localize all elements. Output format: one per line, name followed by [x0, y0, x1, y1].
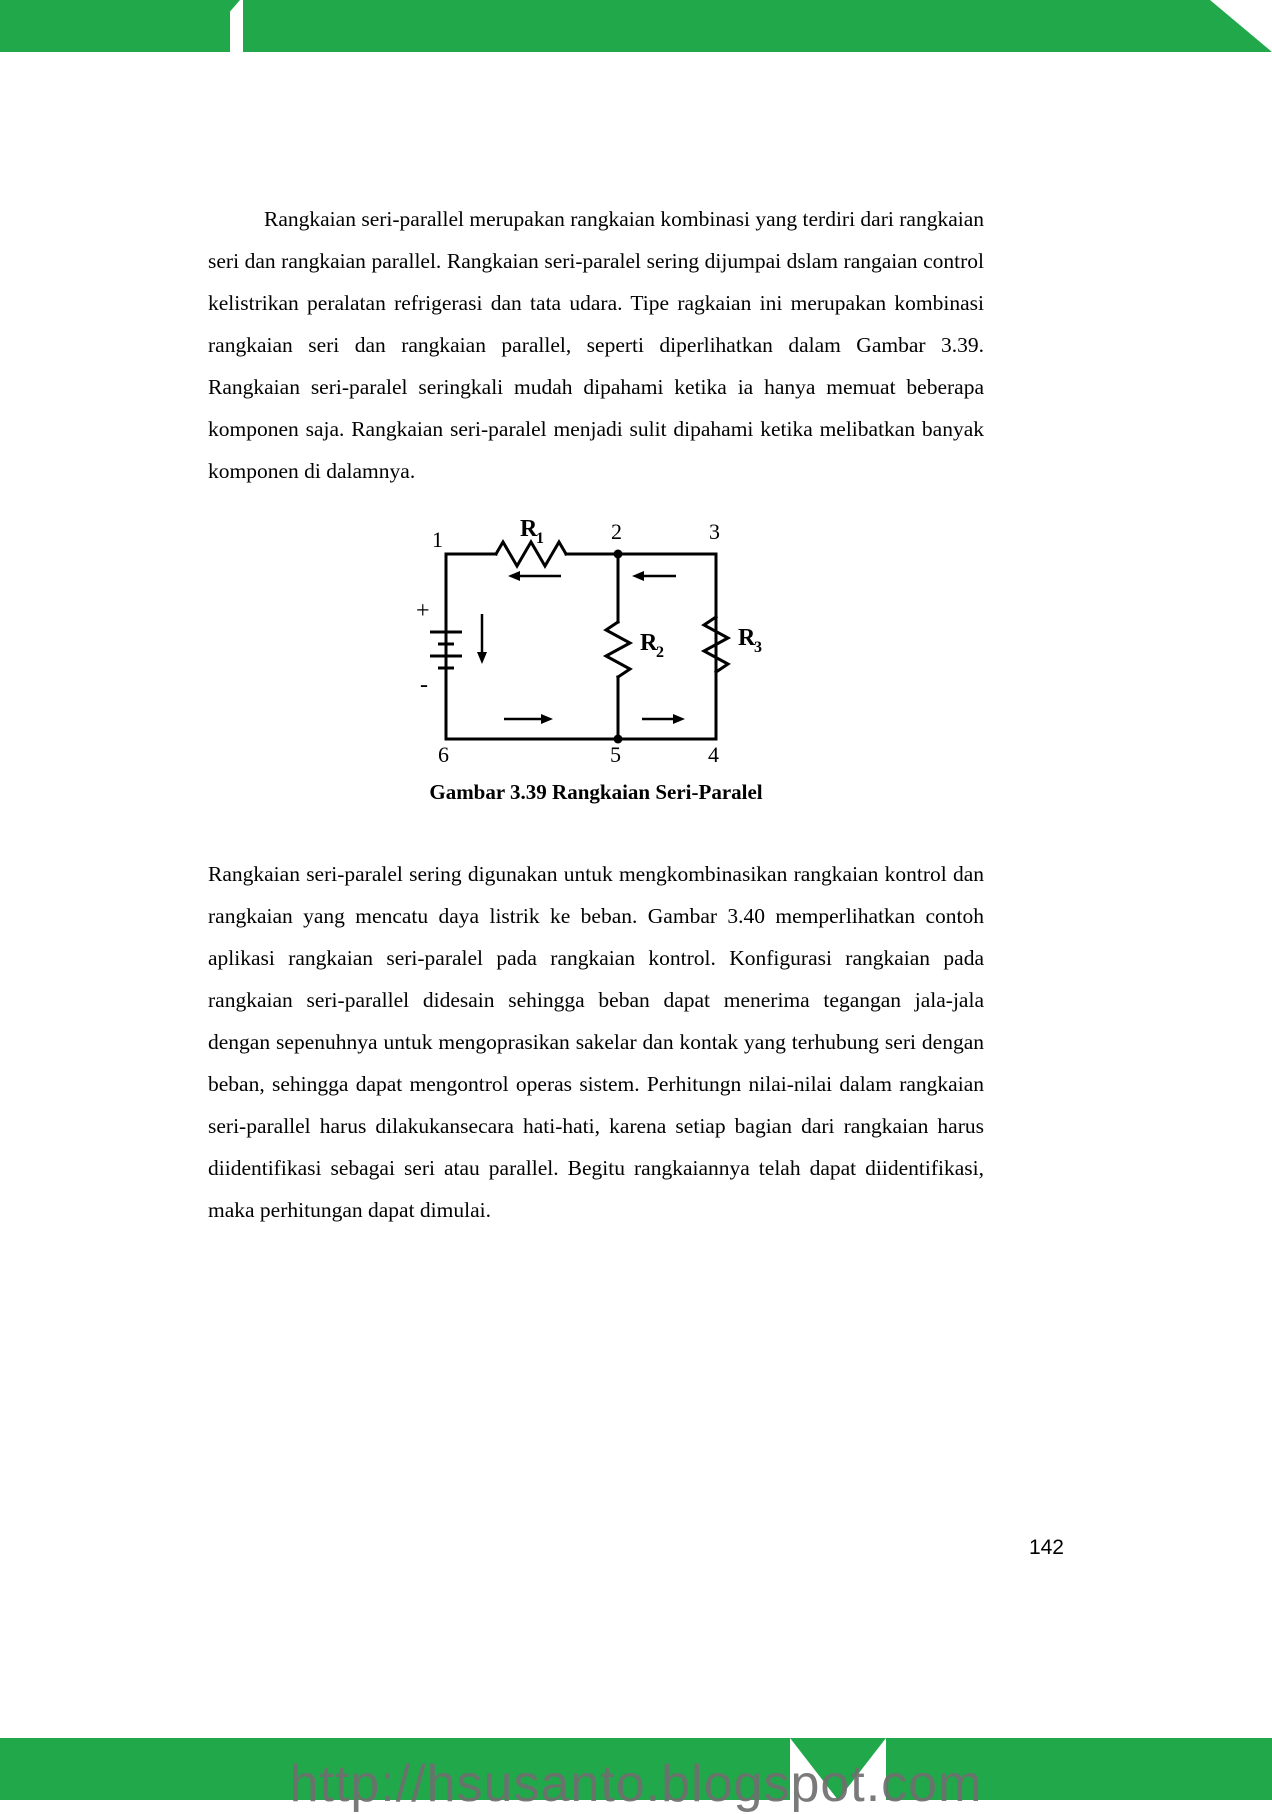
- battery-minus-label: -: [420, 672, 428, 698]
- resistor-label-r3-sub: 3: [754, 639, 762, 656]
- page-number: 142: [1028, 1536, 1064, 1559]
- header-band-right-end-notch: [1210, 0, 1272, 52]
- node-label-1: 1: [432, 527, 443, 552]
- node-label-3: 3: [709, 519, 720, 544]
- battery-plus-label: +: [416, 598, 430, 624]
- resistor-label-r1: R: [520, 516, 538, 542]
- figure-block: [208, 514, 984, 805]
- node-label-4: 4: [708, 742, 719, 767]
- circuit-diagram: [386, 514, 806, 767]
- paragraph-application: Rangkaian seri-paralel sering digunakan untuk mengkombinasikan rangkaian kontrol dan rangkaian yang mencatu daya listrik ke beban. Gambar 3.40 memperlihatkan contoh aplikasi rangkaian seri-paralel pada rangkaian kontrol. Konfigurasi rangkaian pada rangkaian seri-parallel didesain sehingga beban dapat menerima tegangan jala-jala dengan sepenuhnya untuk mengoprasikan sakelar dan kontak yang terhubung seri dengan beban, sehingga dapat mengontrol operas sistem. Perhitungn nilai-nilai dalam rangkaian seri-parallel harus dilakukansecara hati-hati, karena setiap bagian dari rangkaian harus diidentifikasi sebagai seri atau parallel. Begitu rangkaiannya telah dapat diidentifikasi, maka perhitungan dapat dimulai.: [208, 862, 984, 1222]
- watermark-url: http://hsusanto.blogspot.com: [289, 1755, 983, 1813]
- resistor-label-r3: R: [738, 625, 756, 651]
- paragraph-intro: Rangkaian seri-parallel merupakan rangkaian kombinasi yang terdiri dari rangkaian seri dan rangkaian parallel. Rangkaian seri-paralel sering dijumpai dslam rangaian control kelistrikan peralatan refrigerasi dan tata udara. Tipe ragkaian ini merupakan kombinasi rangkaian seri dan rangkaian parallel, seperti diperlihatkan dalam Gambar 3.39. Rangkaian seri-paralel seringkali mudah dipahami ketika ia hanya memuat beberapa komponen saja. Rangkaian seri-paralel menjadi sulit dipahami ketika melibatkan banyak komponen di dalamnya.: [208, 207, 984, 483]
- header-band-right: [243, 0, 1272, 52]
- page-content: [208, 198, 984, 1231]
- header-decoration-band: [0, 0, 1272, 52]
- resistor-label-r2-sub: 2: [656, 644, 664, 661]
- paragraph-spacer: [208, 805, 984, 853]
- node-label-2: 2: [611, 519, 622, 544]
- resistor-label-r1-sub: 1: [536, 530, 544, 547]
- figure-caption: Gambar 3.39 Rangkaian Seri-Paralel: [429, 780, 763, 804]
- resistor-label-r2: R: [640, 630, 658, 656]
- header-band-left-notch: [195, 0, 240, 52]
- node-label-5: 5: [610, 742, 621, 767]
- node-label-6: 6: [438, 742, 449, 767]
- header-band-right-notch: [243, 0, 288, 52]
